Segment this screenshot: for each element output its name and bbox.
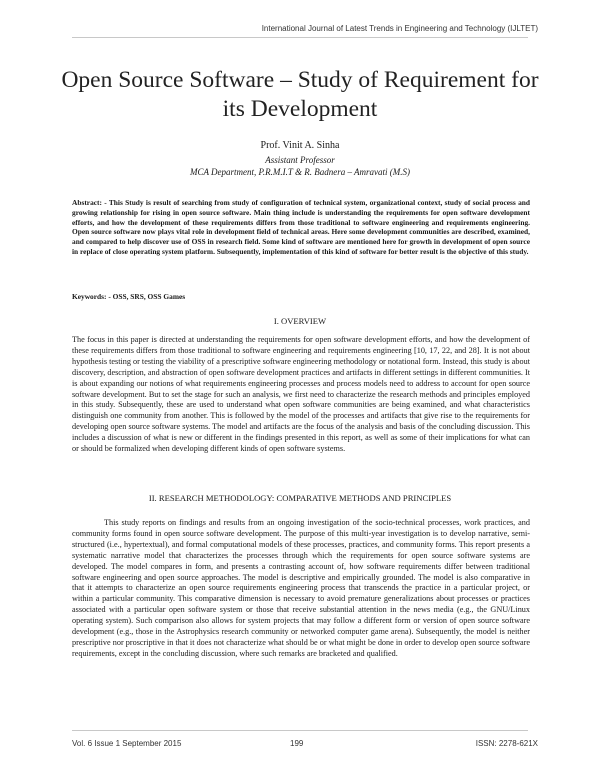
section-body-methodology: This study reports on findings and results from an ongoing investigation of the socio-technical processes, work practices, and community forms found in open source software development. The purpose of this multi-year investigation is to develop narrative, semi-structured (i.e., hypertextual), and formal computational models of these processes, practices, and community forms. This report presents a systematic narrative model that characterizes the processes through which the requirements for open source software systems are developed. The model compares in form, and presents a contrasting account of, how software requirements differ between traditional software engineering and open source approaches. The model is descriptive and empirically grounded. The model is also comparative in that it attempts to characterize an open source requirements engineering process that transcends the practice in a particular project, or within a particular community. This comparative dimension is necessary to avoid premature generalizations about processes or practices associated with a particular open software system or those that receive substantial attention in the news media (e.g., the GNU/Linux operating system). Such comparison also allows for system projects that may follow a different form or version of open source software development (e.g., those in the Astrophysics research community or networked computer game arena). Subsequently, the model is neither prescriptive nor proscriptive in that it does not characterize what should be or what might be done in order to develop open source software requirements, except in the concluding discussion, where such remarks are bracketed and qualified. [72, 518, 530, 658]
paper-title: Open Source Software – Study of Requirement for its Development [61, 67, 539, 122]
author-name: Prof. Vinit A. Sinha [260, 140, 340, 151]
footer-divider [72, 730, 528, 731]
abstract: Abstract: - This Study is result of searching from study of configuration of technical system, organizational context, study of social process and growing relationship for rising in open source software. Main thing include is understanding the requirements for open software development efforts, and how the development of these requirements differs from those traditional to software engineering and requirements engineering. Open source software now plays vital role in development field of technical areas. Here some development communities are described, examined, and compared to help discover use of OSS in research field. Some kind of software are mentioned here for growth in development of open source in replace of close operating system platform. Subsequently, implementation of this kind of software for better result is the objective of this study. [72, 198, 530, 256]
footer-page-number: 199 [290, 739, 304, 748]
section-heading-overview: I. OVERVIEW [273, 316, 327, 326]
section-heading-methodology: II. RESEARCH METHODOLOGY: COMPARATIVE METHODS AND PRINCIPLES [148, 493, 452, 503]
section-body-overview: The focus in this paper is directed at understanding the requirements for open software development efforts, and how the development of these requirements differs from those traditional to software engineering and requirements engineering [10, 17, 22, and 28]. It is not about hypothesis testing or testing the viability of a prescriptive software engineering methodology or notational form. Instead, this study is about discovery, description, and abstraction of open software development practices and artifacts in different settings in different communities. It is about expanding our notions of what requirements engineering processes and process models need to address to account for open source software development. But to set the stage for such an analysis, we first need to characterize the research methods and principles employed in this study. Subsequently, these are used to understand what open software communities are being examined, and what characteristics distinguish one community from another. This is followed by the model of the processes and artifacts that give rise to the requirements for developing open source software systems. The model and artifacts are the focus of the analysis and basis of the concluding discussion. This includes a discussion of what is new or different in the findings presented in this report, as well as some of their implications for what can or should be formalized when developing different kinds of open software systems. [72, 335, 530, 454]
keywords: Keywords: - OSS, SRS, OSS Games [72, 292, 186, 301]
header-divider [72, 37, 528, 38]
author-role: Assistant Professor [265, 155, 335, 165]
author-department: MCA Department, P.R.M.I.T & R. Badnera – Amravati (M.S) [189, 167, 411, 177]
footer-issue: Vol. 6 Issue 1 September 2015 [72, 739, 182, 748]
journal-header: International Journal of Latest Trends in Engineering and Technology (IJLTET) [261, 24, 538, 33]
footer-issn: ISSN: 2278-621X [475, 739, 538, 748]
